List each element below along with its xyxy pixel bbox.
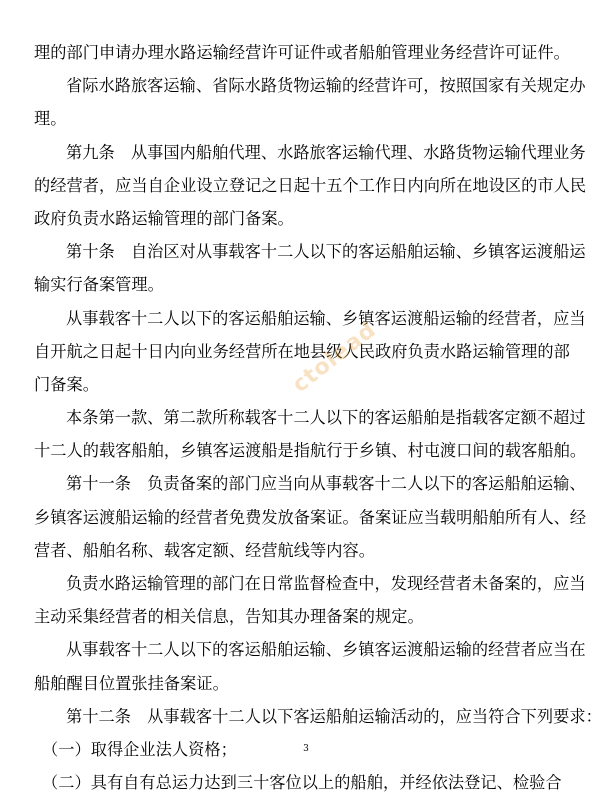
text-line: 主动采集经营者的相关信息，告知其办理备案的规定。 [34,607,424,627]
text-line: 十二人的载客船舶，乡镇客运渡船是指航行于乡镇、村屯渡口间的载客船舶。 [34,441,587,461]
text-line: 从事载客十二人以下的客运船舶运输、乡镇客运渡船运输的经营者应当在 [66,640,586,660]
body-text [34,36,602,799]
page-number: 3 [303,744,309,754]
text-line: 理。 [34,109,67,129]
text-line: 负责水路运输管理的部门在日常监督检查中，发现经营者未备案的，应当 [66,574,586,593]
text-line: 从事载客十二人以下的客运船舶运输、乡镇客运渡船运输的经营者，应当 [66,308,586,328]
text-line: 船舶醒目位置张挂备案证。 [34,673,229,693]
text-line: 省际水路旅客运输、省际水路货物运输的经营许可，按照国家有关规定办 [66,76,586,96]
article-11-line: 第十一条 负责备案的部门应当向从事载客十二人以下的客运船舶运输、 [66,474,586,494]
list-item: （一）取得企业法人资格； [42,739,237,759]
watermark-text: ctolead [287,317,382,398]
article-10-line: 第十条 自治区对从事载客十二人以下的客运船舶运输、乡镇客运渡船运 [66,242,586,262]
article-12-line: 第十二条 从事载客十二人以下客运船舶运输活动的，应当符合下列要求： [66,706,602,726]
text-line: 门备案。 [34,374,99,394]
text-line: 理的部门申请办理水路运输经营许可证件或者船舶管理业务经营许可证件。 [34,43,570,62]
text-line: 输实行备案管理。 [34,275,164,295]
text-line: 乡镇客运渡船运输的经营者免费发放备案证。备案证应当载明船舶所有人、经 [34,507,587,527]
list-item: （二）具有自有总运力达到三十客位以上的船舶，并经依法登记、检验合 [42,773,562,793]
text-line: 自开航之日起十日内向业务经营所在地县级人民政府负责水路运输管理的部 [34,341,570,361]
text-line: 政府负责水路运输管理的部门备案。 [34,208,294,228]
article-9-line: 第九条 从事国内船舶代理、水路旅客运输代理、水路货物运输代理业务 [66,142,586,162]
text-line: 的经营者，应当自企业设立登记之日起十五个工作日内向所在地设区的市人民 [34,175,587,195]
text-line: 营者、船舶名称、载客定额、经营航线等内容。 [34,540,375,560]
text-line: 本条第一款、第二款所称载客十二人以下的客运船舶是指载客定额不超过 [66,408,586,428]
